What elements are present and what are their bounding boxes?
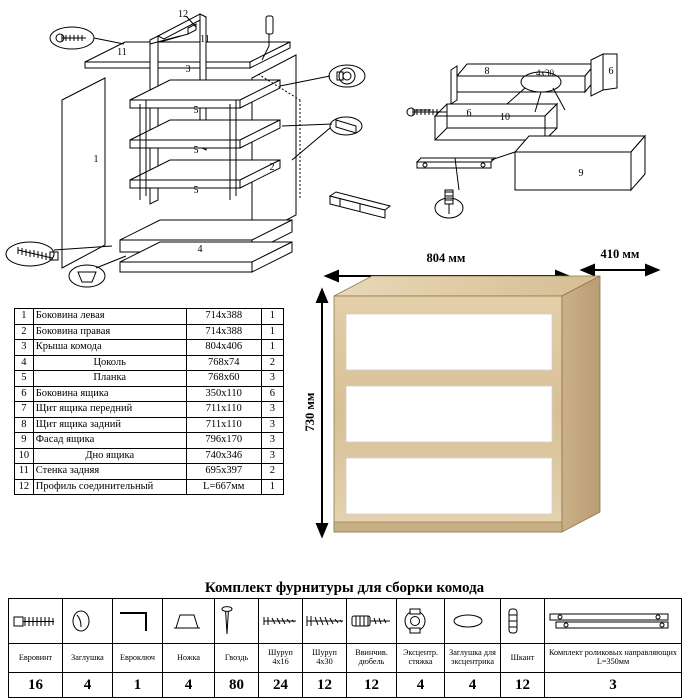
table-row xyxy=(15,386,284,402)
wooden-dowel-icon xyxy=(501,599,545,644)
finished-product-view xyxy=(300,240,689,570)
label-5b: 5 xyxy=(193,145,199,156)
table-row xyxy=(15,340,284,356)
part-quantity: 3 xyxy=(261,402,283,418)
part-name: Крыша комода xyxy=(33,340,186,356)
part-quantity: 3 xyxy=(261,417,283,433)
label-12: 12 xyxy=(178,9,188,20)
part-dimension: 768х60 xyxy=(186,371,261,387)
part-number: 9 xyxy=(15,433,34,449)
kit-title: Комплект фурнитуры для сборки комода xyxy=(204,580,485,596)
part-dimension: 768х74 xyxy=(186,355,261,371)
part-number: 10 xyxy=(15,448,34,464)
part-quantity: 2 xyxy=(261,355,283,371)
table-row xyxy=(15,464,284,480)
part-quantity: 1 xyxy=(261,324,283,340)
kit-label: Заглушка для эксцентрика xyxy=(445,644,501,673)
part-dimension: 804х406 xyxy=(186,340,261,356)
kit-label: Ввинчив. дюбель xyxy=(347,644,397,673)
part-number: 5 xyxy=(15,371,34,387)
nail-icon xyxy=(215,599,259,644)
parts-table xyxy=(14,308,284,495)
part-name: Цоколь xyxy=(33,355,186,371)
part-dimension: 711х110 xyxy=(186,417,261,433)
part-number: 6 xyxy=(15,386,34,402)
kit-label: Комплект роликовых направляющих L=350мм xyxy=(545,644,682,673)
label-8: 8 xyxy=(484,66,490,77)
hardware-kit-table xyxy=(8,598,682,698)
table-row xyxy=(15,309,284,325)
kit-label: Евроключ xyxy=(113,644,163,673)
dowel-screw-icon xyxy=(347,599,397,644)
label-11b: 11 xyxy=(200,34,210,45)
label-1: 1 xyxy=(93,154,99,165)
part-dimension: 350х110 xyxy=(186,386,261,402)
cam-cover-icon xyxy=(445,599,501,644)
drawer-assembly-diagram xyxy=(395,40,689,240)
label-6a: 6 xyxy=(608,66,614,77)
part-dimension: 714х388 xyxy=(186,324,261,340)
kit-label: Гвоздь xyxy=(215,644,259,673)
kit-count: 16 xyxy=(9,673,63,698)
part-quantity: 3 xyxy=(261,448,283,464)
allen-key-icon xyxy=(113,599,163,644)
label-4: 4 xyxy=(197,244,203,255)
part-dimension: 796х170 xyxy=(186,433,261,449)
part-dimension: 714х388 xyxy=(186,309,261,325)
drawer-slide-icon xyxy=(545,599,682,644)
kit-label: Ножка xyxy=(163,644,215,673)
screw-4x16-icon xyxy=(259,599,303,644)
part-quantity: 3 xyxy=(261,433,283,449)
part-quantity: 6 xyxy=(261,386,283,402)
part-quantity: 3 xyxy=(261,371,283,387)
part-dimension: L=667мм xyxy=(186,479,261,495)
part-name: Боковина ящика xyxy=(33,386,186,402)
kit-count: 4 xyxy=(63,673,113,698)
part-dimension: 711х110 xyxy=(186,402,261,418)
furniture-foot-icon xyxy=(163,599,215,644)
kit-count: 12 xyxy=(347,673,397,698)
kit-label: Шкант xyxy=(501,644,545,673)
table-row xyxy=(15,402,284,418)
kit-count: 12 xyxy=(501,673,545,698)
kit-count: 24 xyxy=(259,673,303,698)
cam-lock-icon xyxy=(397,599,445,644)
part-number: 8 xyxy=(15,417,34,433)
part-number: 12 xyxy=(15,479,34,495)
kit-count: 12 xyxy=(303,673,347,698)
label-6b: 6 xyxy=(466,108,472,119)
part-number: 1 xyxy=(15,309,34,325)
part-name: Боковина правая xyxy=(33,324,186,340)
label-3: 3 xyxy=(185,64,191,75)
parts-table-body xyxy=(15,309,284,495)
table-row xyxy=(15,479,284,495)
kit-count: 4 xyxy=(163,673,215,698)
label-4x30: 4х30 xyxy=(536,68,554,78)
part-number: 4 xyxy=(15,355,34,371)
part-name: Дно ящика xyxy=(33,448,186,464)
kit-label: Евровинт xyxy=(9,644,63,673)
table-row xyxy=(15,355,284,371)
kit-label: Заглушка xyxy=(63,644,113,673)
dimension-width: 804 мм xyxy=(426,251,466,265)
part-name: Планка xyxy=(33,371,186,387)
part-name: Стенка задняя xyxy=(33,464,186,480)
label-11a: 11 xyxy=(117,47,127,58)
part-dimension: 695х397 xyxy=(186,464,261,480)
table-row xyxy=(15,371,284,387)
kit-label: Эксцентр. стяжка xyxy=(397,644,445,673)
part-dimension: 740х346 xyxy=(186,448,261,464)
part-name: Щит ящика задний xyxy=(33,417,186,433)
screw-4x30-icon xyxy=(303,599,347,644)
cap-plug-icon xyxy=(63,599,113,644)
part-name: Профиль соединительный xyxy=(33,479,186,495)
part-quantity: 1 xyxy=(261,340,283,356)
part-name: Боковина левая xyxy=(33,309,186,325)
table-row xyxy=(15,433,284,449)
kit-count: 1 xyxy=(113,673,163,698)
label-10: 10 xyxy=(500,112,510,123)
table-row xyxy=(15,324,284,340)
dimension-depth: 410 мм xyxy=(600,247,640,261)
kit-count: 4 xyxy=(397,673,445,698)
part-name: Щит ящика передний xyxy=(33,402,186,418)
label-5a: 5 xyxy=(193,105,199,116)
kit-label: Шуруп 4х30 xyxy=(303,644,347,673)
table-row xyxy=(15,448,284,464)
label-2: 2 xyxy=(269,162,275,173)
kit-label: Шуруп 4х16 xyxy=(259,644,303,673)
label-5c: 5 xyxy=(193,185,199,196)
part-number: 2 xyxy=(15,324,34,340)
euro-screw-icon xyxy=(9,599,63,644)
part-quantity: 2 xyxy=(261,464,283,480)
dimension-height: 730 мм xyxy=(303,392,317,432)
part-number: 7 xyxy=(15,402,34,418)
label-9: 9 xyxy=(578,168,584,179)
kit-count: 4 xyxy=(445,673,501,698)
kit-count: 3 xyxy=(545,673,682,698)
table-row xyxy=(15,417,284,433)
part-quantity: 1 xyxy=(261,309,283,325)
part-number: 3 xyxy=(15,340,34,356)
part-quantity: 1 xyxy=(261,479,283,495)
part-name: Фасад ящика xyxy=(33,433,186,449)
part-number: 11 xyxy=(15,464,34,480)
kit-count: 80 xyxy=(215,673,259,698)
